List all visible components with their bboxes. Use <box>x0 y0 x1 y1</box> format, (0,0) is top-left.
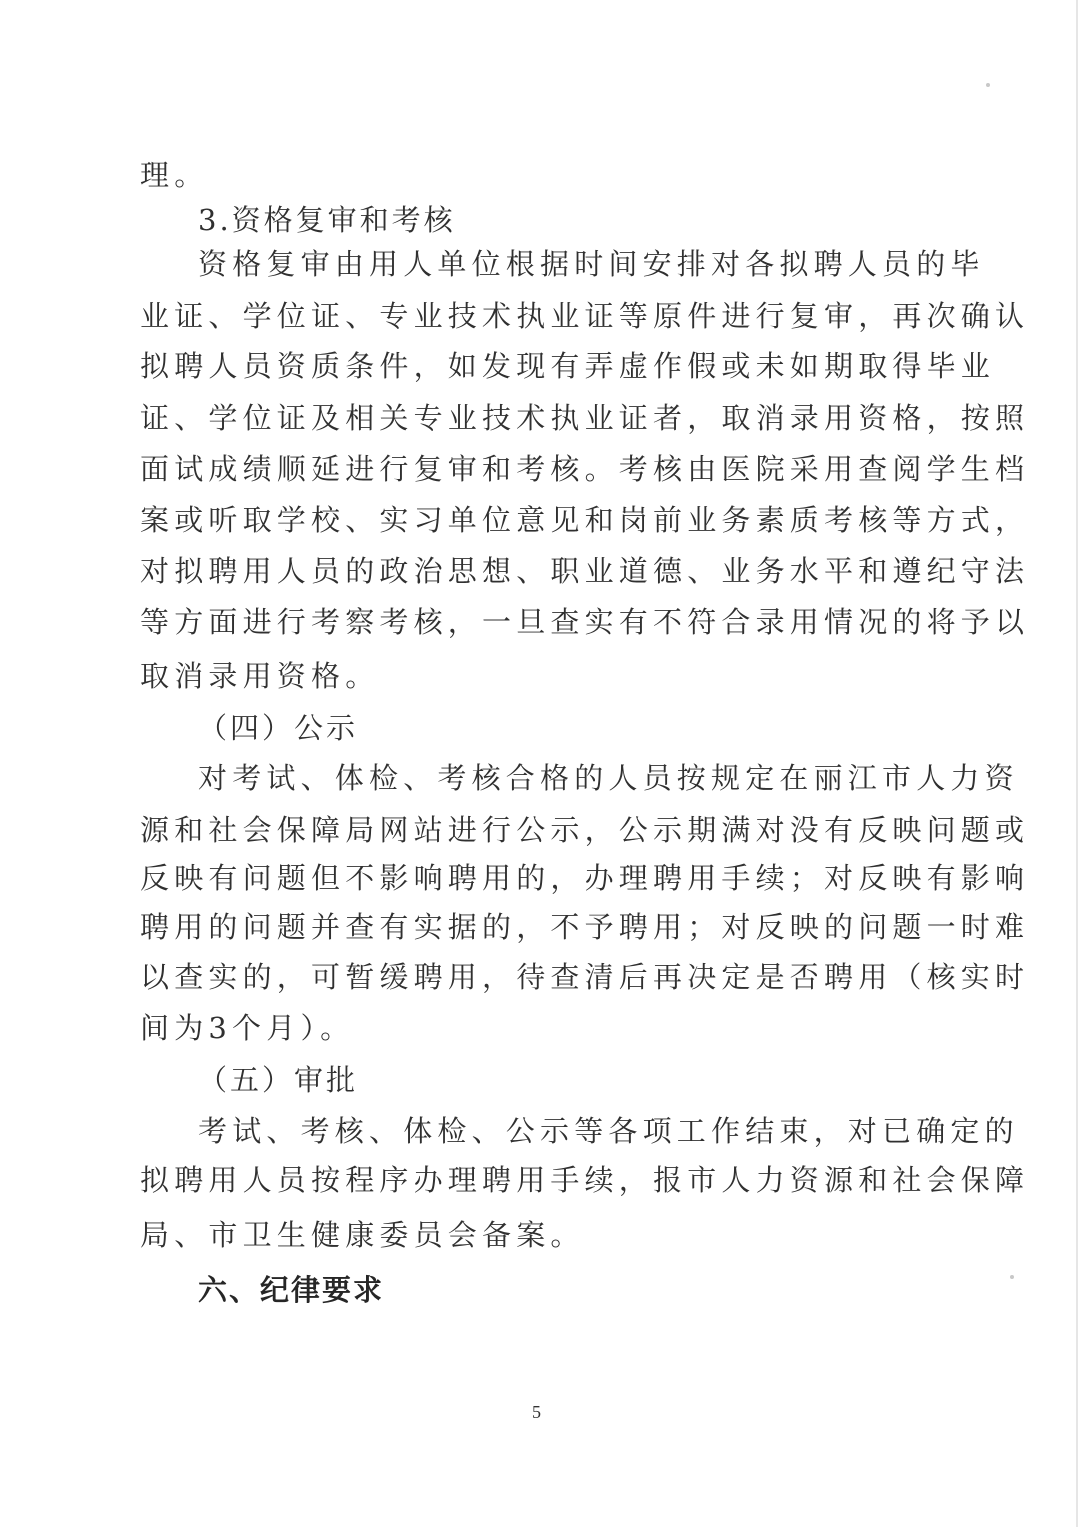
scan-speck <box>986 83 990 87</box>
subheading-approval: （五）审批 <box>198 1063 359 1097</box>
paragraph-line: 资格复审由用人单位根据时间安排对各拟聘人员的毕 <box>198 247 985 281</box>
paragraph-line: 以查实的，可暂缓聘用，待查清后再决定是否聘用（核实时 <box>140 960 1030 994</box>
paragraph-line: 源和社会保障局网站进行公示，公示期满对没有反映问题或 <box>140 813 1030 847</box>
subheading-qualification-review: 3.资格复审和考核 <box>198 203 456 237</box>
paragraph-line: 聘用的问题并查有实据的，不予聘用；对反映的问题一时难 <box>140 910 1030 944</box>
paragraph-line: 考试、考核、体检、公示等各项工作结束，对已确定的 <box>198 1114 1019 1148</box>
paragraph-line: 对考试、体检、考核合格的人员按规定在丽江市人力资 <box>198 761 1019 795</box>
paragraph-line: 反映有问题但不影响聘用的，办理聘用手续；对反映有影响 <box>140 861 1030 895</box>
paragraph-line: 局、市卫生健康委员会备案。 <box>140 1218 585 1252</box>
paragraph-line: 业证、学位证、专业技术执业证等原件进行复审，再次确认 <box>140 299 1030 333</box>
page-number: 5 <box>532 1402 541 1422</box>
paragraph-line: 等方面进行考察考核，一旦查实有不符合录用情况的将予以 <box>140 605 1030 639</box>
paragraph-line: 面试成绩顺延进行复审和考核。考核由医院采用查阅学生档 <box>140 452 1030 486</box>
scan-speck <box>1010 1275 1014 1279</box>
paragraph-line: 拟聘用人员按程序办理聘用手续，报市人力资源和社会保障 <box>140 1163 1030 1197</box>
paragraph-line: 案或听取学校、实习单位意见和岗前业务素质考核等方式， <box>140 503 1030 537</box>
paragraph-line: 对拟聘用人员的政治思想、职业道德、业务水平和遵纪守法 <box>140 554 1030 588</box>
paragraph-line: 取消录用资格。 <box>140 659 380 693</box>
paragraph-line: 间为3个月）。 <box>140 1011 355 1045</box>
subheading-public-notice: （四）公示 <box>198 711 359 745</box>
paragraph-line: 拟聘人员资质条件，如发现有弄虚作假或未如期取得毕业 <box>140 349 996 383</box>
paragraph-line: 证、学位证及相关专业技术执业证者，取消录用资格，按照 <box>140 401 1030 435</box>
scan-edge-line <box>1076 0 1078 1527</box>
paragraph-line-continuation: 理。 <box>140 158 209 192</box>
section-heading-discipline: 六、纪律要求 <box>198 1273 385 1307</box>
